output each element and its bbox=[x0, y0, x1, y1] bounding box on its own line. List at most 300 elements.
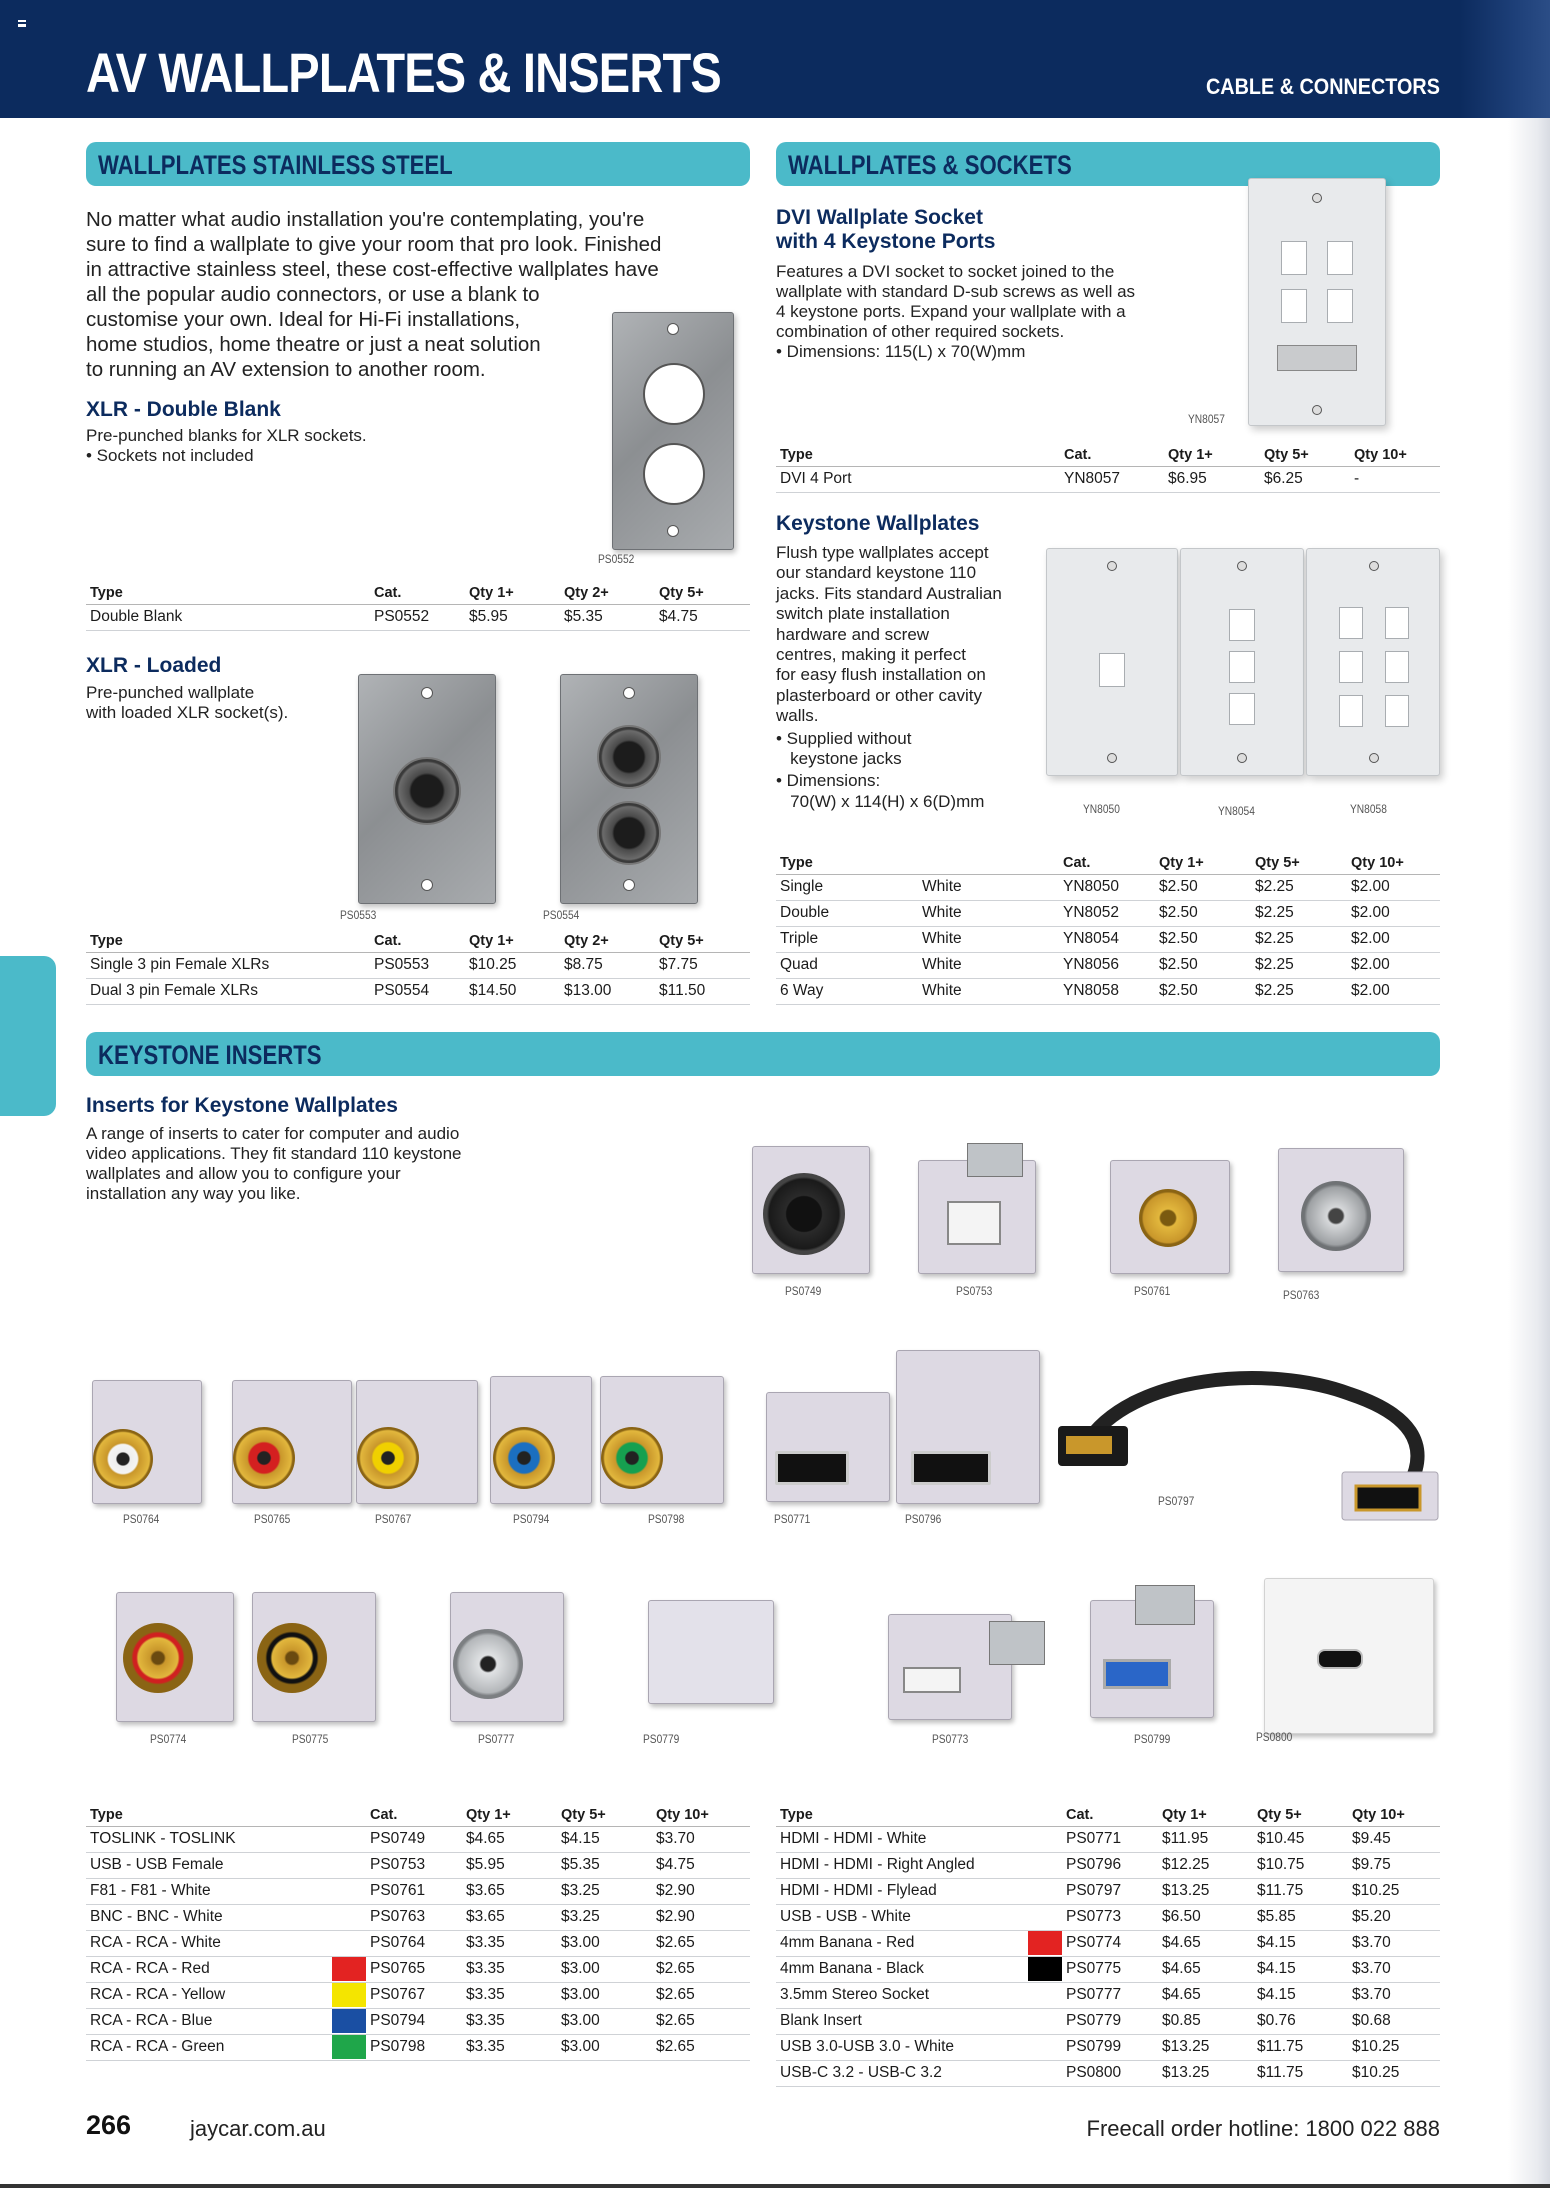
cell: PS0775 bbox=[1062, 1956, 1158, 1982]
photo-yn8054 bbox=[1180, 548, 1304, 776]
cell: $9.45 bbox=[1348, 1826, 1440, 1852]
text-line: • Sockets not included bbox=[86, 446, 254, 465]
cell: $3.00 bbox=[557, 1982, 652, 2008]
cell: $2.00 bbox=[1347, 900, 1440, 926]
cell: $13.25 bbox=[1158, 2060, 1253, 2086]
subhead-inserts: Inserts for Keystone Wallplates bbox=[86, 1094, 398, 1117]
photo-label: PS0552 bbox=[598, 552, 635, 566]
table-xlr-loaded bbox=[86, 930, 750, 1005]
cell: $2.50 bbox=[1155, 952, 1251, 978]
col-header: Qty 10+ bbox=[652, 1804, 750, 1826]
cell: $11.50 bbox=[655, 978, 750, 1004]
col-header: Qty 5+ bbox=[655, 582, 750, 604]
table-row bbox=[776, 1852, 1440, 1878]
page-edge-shadow bbox=[1508, 118, 1550, 2188]
usb-socket bbox=[903, 1667, 961, 1693]
xlr-loaded-text bbox=[86, 683, 288, 723]
cell: $2.50 bbox=[1155, 900, 1251, 926]
col-header: Qty 1+ bbox=[1155, 852, 1251, 874]
cell: $2.65 bbox=[652, 2008, 750, 2034]
screw-hole bbox=[1312, 193, 1322, 203]
photo-yn8050 bbox=[1046, 548, 1178, 776]
col-header: Qty 10+ bbox=[1350, 444, 1440, 466]
cell: 6 Way bbox=[776, 978, 918, 1004]
table-row bbox=[86, 1930, 750, 1956]
cell: $2.50 bbox=[1155, 874, 1251, 900]
cell: $3.65 bbox=[462, 1904, 557, 1930]
table-row bbox=[776, 978, 1440, 1004]
table-header-row bbox=[776, 1804, 1440, 1826]
screw-hole bbox=[1107, 561, 1117, 571]
col-header bbox=[332, 1804, 366, 1826]
section-bar-keystone-inserts bbox=[86, 1032, 1440, 1076]
cell: PS0763 bbox=[366, 1904, 462, 1930]
hdmi-port bbox=[1066, 1436, 1112, 1454]
dvi-text bbox=[776, 262, 1135, 362]
color-swatch bbox=[1028, 1957, 1062, 1981]
cell: RCA - RCA - Yellow bbox=[86, 1982, 332, 2008]
text-line: jacks. Fits standard Australian bbox=[776, 583, 1002, 603]
cell: DVI 4 Port bbox=[776, 466, 1060, 492]
xlr-cutout bbox=[643, 443, 705, 505]
table-row bbox=[776, 1826, 1440, 1852]
side-tab[interactable] bbox=[0, 956, 56, 1116]
table-dvi bbox=[776, 444, 1440, 493]
cell: $3.00 bbox=[557, 1930, 652, 1956]
text-line: video applications. They fit standard 110 keystone bbox=[86, 1144, 462, 1163]
cell: $11.75 bbox=[1253, 1878, 1348, 1904]
photo-label: PS0777 bbox=[478, 1732, 515, 1746]
keystone-wallplates-text bbox=[776, 543, 1002, 812]
keystone-port bbox=[1339, 695, 1363, 727]
photo-ps0554 bbox=[560, 674, 698, 904]
photo-ps0753 bbox=[918, 1160, 1036, 1274]
cell: $10.25 bbox=[1348, 1878, 1440, 1904]
photo-ps0775 bbox=[252, 1592, 376, 1722]
col-header: Cat. bbox=[370, 582, 465, 604]
cell: $13.00 bbox=[560, 978, 655, 1004]
color-swatch-cell bbox=[1028, 1826, 1062, 1852]
cell: Single 3 pin Female XLRs bbox=[86, 952, 370, 978]
cell: USB - USB - White bbox=[776, 1904, 1028, 1930]
cell: $2.65 bbox=[652, 1930, 750, 1956]
screw-hole bbox=[1237, 561, 1247, 571]
table-row bbox=[776, 1904, 1440, 1930]
screw-hole bbox=[421, 687, 433, 699]
color-swatch-cell bbox=[332, 2008, 366, 2034]
photo-label: PS0775 bbox=[292, 1732, 329, 1746]
photo-label: PS0761 bbox=[1134, 1284, 1171, 1298]
photo-ps0779 bbox=[648, 1600, 774, 1704]
cell: $5.35 bbox=[560, 604, 655, 630]
rca-red bbox=[233, 1427, 295, 1489]
text-line: Features a DVI socket to socket joined to the bbox=[776, 262, 1115, 281]
photo-ps0767 bbox=[356, 1380, 478, 1504]
color-swatch bbox=[1028, 1931, 1062, 1955]
keystone-port bbox=[1339, 607, 1363, 639]
cell: PS0764 bbox=[366, 1930, 462, 1956]
col-header: Qty 1+ bbox=[462, 1804, 557, 1826]
col-header: Qty 2+ bbox=[560, 930, 655, 952]
page-number: 266 bbox=[86, 2110, 132, 2140]
cell: $2.25 bbox=[1251, 900, 1347, 926]
color-swatch-cell bbox=[1028, 1878, 1062, 1904]
hotline: Freecall order hotline: 1800 022 888 bbox=[1086, 2116, 1440, 2141]
cell: $2.25 bbox=[1251, 978, 1347, 1004]
cell: $4.15 bbox=[1253, 1956, 1348, 1982]
cell: $2.90 bbox=[652, 1878, 750, 1904]
keystone-port bbox=[1327, 241, 1353, 275]
subhead-xlr-blank: XLR - Double Blank bbox=[86, 398, 281, 421]
col-header: Cat. bbox=[1062, 1804, 1158, 1826]
text-line: for easy flush installation on bbox=[776, 665, 986, 685]
photo-yn8057 bbox=[1248, 178, 1386, 426]
cell: USB-C 3.2 - USB-C 3.2 bbox=[776, 2060, 1028, 2086]
cell: White bbox=[918, 952, 1059, 978]
color-swatch bbox=[332, 1957, 366, 1981]
table-row bbox=[86, 952, 750, 978]
text-line: our standard keystone 110 bbox=[776, 563, 977, 583]
cell: $12.25 bbox=[1158, 1852, 1253, 1878]
table-body bbox=[86, 1826, 750, 2060]
photo-label: PS0796 bbox=[905, 1512, 942, 1526]
col-header: Type bbox=[776, 444, 1060, 466]
photo-ps0777 bbox=[450, 1592, 564, 1722]
col-header: Type bbox=[86, 582, 370, 604]
cell: White bbox=[918, 900, 1059, 926]
cell: RCA - RCA - White bbox=[86, 1930, 332, 1956]
photo-label: PS0763 bbox=[1283, 1288, 1320, 1302]
col-header: Cat. bbox=[370, 930, 465, 952]
color-swatch-cell bbox=[332, 1904, 366, 1930]
cell: 3.5mm Stereo Socket bbox=[776, 1982, 1028, 2008]
text-line: DVI Wallplate Socket bbox=[776, 206, 983, 229]
cell: - bbox=[1350, 466, 1440, 492]
table-row bbox=[86, 1878, 750, 1904]
flylead-cable bbox=[1086, 1378, 1418, 1484]
cell: PS0761 bbox=[366, 1878, 462, 1904]
photo-label: PS0798 bbox=[648, 1512, 685, 1526]
cell: Double Blank bbox=[86, 604, 370, 630]
cell: $10.75 bbox=[1253, 1852, 1348, 1878]
cell: $10.25 bbox=[1348, 2060, 1440, 2086]
cell: $5.95 bbox=[462, 1852, 557, 1878]
text-line: keystone jacks bbox=[776, 749, 902, 769]
col-header: Cat. bbox=[1059, 852, 1155, 874]
cell: Blank Insert bbox=[776, 2008, 1028, 2034]
cell: PS0800 bbox=[1062, 2060, 1158, 2086]
table-row bbox=[776, 926, 1440, 952]
table-row bbox=[776, 900, 1440, 926]
photo-ps0771 bbox=[766, 1392, 890, 1502]
inserts-text bbox=[86, 1124, 462, 1204]
text-line: sure to find a wallplate to give your room that pro look. Finished bbox=[86, 233, 662, 256]
cell: White bbox=[918, 978, 1059, 1004]
cell: RCA - RCA - Green bbox=[86, 2034, 332, 2060]
cell: White bbox=[918, 926, 1059, 952]
screw-hole bbox=[1237, 753, 1247, 763]
text-line: combination of other required sockets. bbox=[776, 322, 1065, 341]
hdmi-socket bbox=[775, 1451, 849, 1485]
col-header bbox=[918, 852, 1059, 874]
table-row bbox=[776, 466, 1440, 492]
cell: PS0773 bbox=[1062, 1904, 1158, 1930]
cell: $3.00 bbox=[557, 1956, 652, 1982]
cell: $3.35 bbox=[462, 2008, 557, 2034]
cell: YN8050 bbox=[1059, 874, 1155, 900]
cell: $3.70 bbox=[1348, 1982, 1440, 2008]
color-swatch-cell bbox=[332, 1826, 366, 1852]
photo-label: PS0765 bbox=[254, 1512, 291, 1526]
table-row bbox=[776, 1956, 1440, 1982]
cell: $4.65 bbox=[462, 1826, 557, 1852]
color-swatch-cell bbox=[1028, 2060, 1062, 2086]
cell: $5.20 bbox=[1348, 1904, 1440, 1930]
xlr-cutout bbox=[643, 363, 705, 425]
color-swatch-cell bbox=[1028, 2034, 1062, 2060]
color-swatch-cell bbox=[332, 1878, 366, 1904]
text-line: No matter what audio installation you're contemplating, you're bbox=[86, 208, 645, 231]
cell: $4.15 bbox=[1253, 1982, 1348, 2008]
color-swatch-cell bbox=[332, 1852, 366, 1878]
toslink-socket bbox=[763, 1173, 845, 1255]
photo-ps0749 bbox=[752, 1146, 870, 1274]
rca-blue bbox=[493, 1427, 555, 1489]
menu-icon[interactable] bbox=[18, 20, 26, 27]
cell: PS0797 bbox=[1062, 1878, 1158, 1904]
photo-label: PS0779 bbox=[643, 1732, 680, 1746]
col-header: Qty 1+ bbox=[1164, 444, 1260, 466]
page-title: AV WALLPLATES & INSERTS bbox=[86, 41, 721, 104]
keystone-port bbox=[1281, 289, 1307, 323]
photo-ps0553 bbox=[358, 674, 496, 904]
xlr-socket bbox=[597, 725, 661, 789]
photo-label: PS0771 bbox=[774, 1512, 811, 1526]
cell: $13.25 bbox=[1158, 2034, 1253, 2060]
section-bar-label: KEYSTONE INSERTS bbox=[98, 1040, 322, 1070]
cell: HDMI - HDMI - Right Angled bbox=[776, 1852, 1028, 1878]
cell: $9.75 bbox=[1348, 1852, 1440, 1878]
cell: BNC - BNC - White bbox=[86, 1904, 332, 1930]
cell: $3.25 bbox=[557, 1904, 652, 1930]
table-header-row bbox=[86, 1804, 750, 1826]
cell: $2.00 bbox=[1347, 874, 1440, 900]
cell: USB - USB Female bbox=[86, 1852, 332, 1878]
cell: 4mm Banana - Black bbox=[776, 1956, 1028, 1982]
table-row bbox=[86, 1956, 750, 1982]
cell: PS0765 bbox=[366, 1956, 462, 1982]
text-line: with loaded XLR socket(s). bbox=[86, 703, 289, 722]
rca-yellow bbox=[357, 1427, 419, 1489]
cell: $3.35 bbox=[462, 2034, 557, 2060]
keystone-port bbox=[1229, 693, 1255, 725]
cell: PS0749 bbox=[366, 1826, 462, 1852]
screw-hole bbox=[1312, 405, 1322, 415]
text-line: wallplates and allow you to configure your bbox=[86, 1164, 401, 1183]
col-header: Type bbox=[86, 930, 370, 952]
screw-hole bbox=[667, 323, 679, 335]
keystone-port bbox=[1385, 695, 1409, 727]
color-swatch bbox=[332, 2035, 366, 2059]
cell: YN8058 bbox=[1059, 978, 1155, 1004]
col-header bbox=[1028, 1804, 1062, 1826]
bottom-rule bbox=[0, 2184, 1550, 2188]
color-swatch-cell bbox=[332, 1956, 366, 1982]
cell: PS0779 bbox=[1062, 2008, 1158, 2034]
photo-label: YN8057 bbox=[1188, 412, 1225, 426]
cell: $0.68 bbox=[1348, 2008, 1440, 2034]
cell: $3.70 bbox=[1348, 1930, 1440, 1956]
photo-ps0765 bbox=[232, 1380, 352, 1504]
table-row bbox=[776, 874, 1440, 900]
table-row bbox=[86, 1982, 750, 2008]
cell: F81 - F81 - White bbox=[86, 1878, 332, 1904]
cell: $3.25 bbox=[557, 1878, 652, 1904]
cell: $4.15 bbox=[1253, 1930, 1348, 1956]
text-line: installation any way you like. bbox=[86, 1184, 301, 1203]
xlr-blank-text bbox=[86, 426, 367, 466]
photo-label: PS0764 bbox=[123, 1512, 160, 1526]
text-line: with 4 Keystone Ports bbox=[776, 230, 996, 253]
photo-label: YN8058 bbox=[1350, 802, 1387, 816]
header-edge bbox=[1460, 0, 1550, 118]
photo-label: PS0767 bbox=[375, 1512, 412, 1526]
color-swatch bbox=[332, 1983, 366, 2007]
text-line: walls. bbox=[776, 706, 819, 726]
photo-label: PS0800 bbox=[1256, 1730, 1293, 1744]
cell: $5.85 bbox=[1253, 1904, 1348, 1930]
col-header: Type bbox=[776, 852, 918, 874]
keystone-port bbox=[1229, 609, 1255, 641]
cell: Single bbox=[776, 874, 918, 900]
text-line: • Dimensions: bbox=[776, 771, 881, 791]
cell: YN8057 bbox=[1060, 466, 1164, 492]
screw-hole bbox=[667, 525, 679, 537]
photo-yn8058 bbox=[1306, 548, 1440, 776]
photo-ps0794 bbox=[490, 1376, 592, 1504]
cell: $3.35 bbox=[462, 1982, 557, 2008]
cell: $5.35 bbox=[557, 1852, 652, 1878]
table-row bbox=[776, 1930, 1440, 1956]
table-xlr-blank bbox=[86, 582, 750, 631]
table-row bbox=[776, 952, 1440, 978]
table-header-row bbox=[776, 852, 1440, 874]
photo-label: PS0554 bbox=[543, 908, 580, 922]
photo-label: PS0797 bbox=[1158, 1494, 1195, 1508]
text-line: • Supplied without bbox=[776, 728, 912, 748]
cell: PS0552 bbox=[370, 604, 465, 630]
keystone-port bbox=[1339, 651, 1363, 683]
xlr-socket bbox=[393, 757, 461, 825]
subhead-xlr-loaded: XLR - Loaded bbox=[86, 654, 222, 677]
rca-white bbox=[93, 1429, 153, 1489]
cell: $0.85 bbox=[1158, 2008, 1253, 2034]
text-line: in attractive stainless steel, these cost-effective wallplates have bbox=[86, 258, 659, 281]
keystone-port bbox=[1229, 651, 1255, 683]
cell: $2.50 bbox=[1155, 926, 1251, 952]
cell: $4.65 bbox=[1158, 1930, 1253, 1956]
cell: $6.25 bbox=[1260, 466, 1350, 492]
photo-ps0800 bbox=[1264, 1578, 1434, 1734]
text-line: • Dimensions: 115(L) x 70(W)mm bbox=[776, 342, 1026, 361]
banana-red bbox=[123, 1623, 193, 1693]
photo-ps0552 bbox=[612, 312, 734, 550]
text-line: A range of inserts to cater for computer and audio bbox=[86, 1124, 460, 1143]
photo-ps0799 bbox=[1090, 1600, 1214, 1718]
cell: $4.65 bbox=[1158, 1956, 1253, 1982]
col-header: Type bbox=[776, 1804, 1028, 1826]
col-header: Cat. bbox=[1060, 444, 1164, 466]
cell: $11.75 bbox=[1253, 2060, 1348, 2086]
rca-green bbox=[601, 1427, 663, 1489]
screw-hole bbox=[1369, 753, 1379, 763]
section-bar-label: WALLPLATES STAINLESS STEEL bbox=[98, 150, 453, 180]
cell: PS0774 bbox=[1062, 1930, 1158, 1956]
col-header: Qty 5+ bbox=[1253, 1804, 1348, 1826]
cell: $8.75 bbox=[560, 952, 655, 978]
photo-label: YN8050 bbox=[1083, 802, 1120, 816]
table-row bbox=[86, 1904, 750, 1930]
col-header: Qty 5+ bbox=[1251, 852, 1347, 874]
table-row bbox=[776, 2008, 1440, 2034]
screw-hole bbox=[623, 879, 635, 891]
keystone-port bbox=[1327, 289, 1353, 323]
usbc-socket bbox=[1317, 1649, 1363, 1669]
cell: $2.65 bbox=[652, 1956, 750, 1982]
cell: Quad bbox=[776, 952, 918, 978]
cell: $3.65 bbox=[462, 1878, 557, 1904]
cell: PS0799 bbox=[1062, 2034, 1158, 2060]
text-line: to running an AV extension to another room. bbox=[86, 358, 486, 381]
table-row bbox=[86, 2008, 750, 2034]
text-line: hardware and screw bbox=[776, 624, 930, 644]
usb-b-socket bbox=[947, 1201, 1001, 1245]
cell: $3.35 bbox=[462, 1956, 557, 1982]
cell: $3.00 bbox=[557, 2008, 652, 2034]
section-bar-stainless bbox=[86, 142, 750, 186]
text-line: switch plate installation bbox=[776, 604, 950, 624]
cell: White bbox=[918, 874, 1059, 900]
cell: $3.00 bbox=[557, 2034, 652, 2060]
cell: $2.00 bbox=[1347, 978, 1440, 1004]
photo-label: YN8054 bbox=[1218, 804, 1255, 818]
table-row bbox=[776, 2034, 1440, 2060]
text-line: Pre-punched wallplate bbox=[86, 683, 255, 702]
cell: PS0553 bbox=[370, 952, 465, 978]
usb-plug bbox=[1135, 1585, 1195, 1625]
text-line: Pre-punched blanks for XLR sockets. bbox=[86, 426, 367, 445]
cell: Dual 3 pin Female XLRs bbox=[86, 978, 370, 1004]
hdmi-socket bbox=[911, 1451, 991, 1485]
cell: PS0796 bbox=[1062, 1852, 1158, 1878]
text-line: 70(W) x 114(H) x 6(D)mm bbox=[776, 791, 985, 811]
site-url[interactable]: jaycar.com.au bbox=[190, 2116, 326, 2141]
photo-label: PS0553 bbox=[340, 908, 377, 922]
screw-hole bbox=[1107, 753, 1117, 763]
photo-ps0761 bbox=[1110, 1160, 1230, 1274]
cell: PS0767 bbox=[366, 1982, 462, 2008]
cell: HDMI - HDMI - Flylead bbox=[776, 1878, 1028, 1904]
table-body bbox=[776, 1826, 1440, 2086]
cell: USB 3.0-USB 3.0 - White bbox=[776, 2034, 1028, 2060]
table-header-row bbox=[86, 930, 750, 952]
col-header: Cat. bbox=[366, 1804, 462, 1826]
cell: 4mm Banana - Red bbox=[776, 1930, 1028, 1956]
cell: $2.65 bbox=[652, 1982, 750, 2008]
table-row bbox=[776, 1878, 1440, 1904]
cell: $3.35 bbox=[462, 1930, 557, 1956]
cell: PS0777 bbox=[1062, 1982, 1158, 2008]
